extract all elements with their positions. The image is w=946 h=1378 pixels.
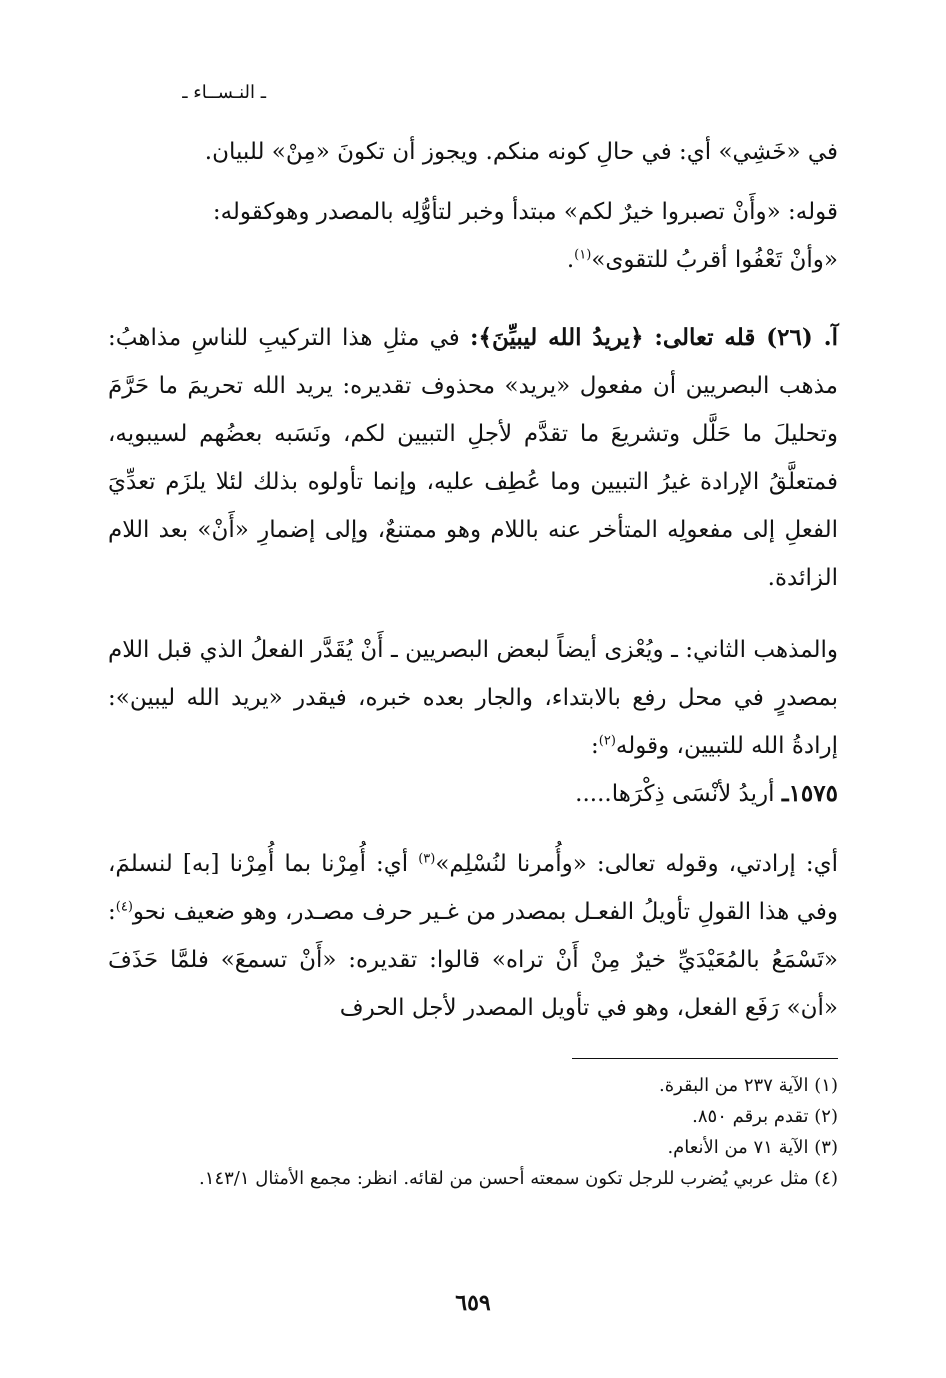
footnote-2: (٢) تقدم برقم ٨٥٠. xyxy=(692,1106,838,1127)
running-header: ـ النـســاء ـ xyxy=(182,82,266,103)
paragraph-3-text xyxy=(108,314,838,602)
paragraph-4-text xyxy=(108,626,838,770)
paragraph-4-body: والمذهب الثاني: ـ ويُعْزى أيضاً لبعض البصريين ـ أَنْ يُقَدَّر الفعلُ الذي قبل اللام بمصدرٍ في محل رفع بالابتداء، والجار بعده خبره، فيقدر «يريد الله ليبين»: إرادةُ الله للتبيين، وقوله xyxy=(108,637,838,759)
footnote-1: (١) الآية ٢٣٧ من البقرة. xyxy=(658,1075,838,1096)
paragraph-2 xyxy=(108,188,838,284)
paragraph-5-part-b: أي: أُمِرْنا بما أُمِرْنا [به] لنسلمَ، وفي هذا القولِ تأويلُ الفعـل بمصدر من غـير حرف مصـدر، وهو ضعيف نحو xyxy=(108,851,838,925)
footnote-divider xyxy=(572,1058,838,1059)
footnote-ref-3: (٣) xyxy=(418,851,436,867)
paragraph-1-text: في «خَشِي» أي: في حالِ كونه منكم. ويجوز أن تكونَ «مِنْ» للبيان. xyxy=(204,139,838,165)
poetry-verse xyxy=(108,770,838,818)
paragraph-5 xyxy=(108,840,838,1032)
quote-text: «وأنْ تَعْفُوا أقربُ للتقوى» xyxy=(591,247,838,273)
paragraph-3 xyxy=(108,314,838,602)
verse-text: أريدُ لأنْسَى ذِكْرَها..... xyxy=(575,781,782,807)
footnote-3: (٣) الآية ٧١ من الأنعام. xyxy=(667,1137,838,1158)
punctuation: : xyxy=(591,733,599,759)
footnote-ref-4: (٤) xyxy=(115,899,133,915)
punctuation: . xyxy=(566,247,575,273)
footnote-ref-1: (١) xyxy=(574,247,592,263)
paragraph-5-part-c: : «تَسْمَعُ بالمُعَيْدَيِّ خيرٌ مِنْ أَنْ تراه» قالوا: تقديره: «أَنْ تسمعَ» فلمَّا حَذَفَ «أن» رَفَع الفعل، وهو في تأويل المصدر لأجل الحرف xyxy=(108,899,838,1021)
verse-number: ١٥٧٥ـ xyxy=(781,780,838,807)
paragraph-1 xyxy=(108,128,838,176)
footnote-ref-2: (٢) xyxy=(598,733,616,749)
page-number: ٦٥٩ xyxy=(455,1290,491,1316)
paragraph-3-body: في مثلِ هذا التركيبِ للناسِ مذاهبُ: مذهب البصريين أن مفعول «يريد» محذوف تقديره: يريد الله تحريمَ ما حَرَّمَ وتحليلَ ما حَلَّل وتشريعَ ما تقدَّم لأجلِ التبيين لكم، ونَسَبه بعضُهم لسيبويه، فمتعلَّقُ الإرادة غيرُ التبيين وما عُطِف عليه، وإنما تأولوه بذلك لئلا يلزَم تعدِّيَ الفعلِ إلى مفعولِه المتأخر عنه باللام وهو ممتنعٌ، وإلى إضمارِ «أَنْ» بعد اللام الزائدة. xyxy=(108,325,838,591)
paragraph-2-line-1: قوله: «وأَنْ تصبروا خيرٌ لكم» مبتدأ وخبر لتأوُّلِه بالمصدر وهوكقوله: xyxy=(212,199,838,225)
footnote-4: (٤) مثل عربي يُضرب للرجل تكون سمعته أحسن من لقائه. انظر: مجمع الأمثال ١٤٣/١. xyxy=(199,1168,838,1189)
paragraph-2-line-2 xyxy=(108,236,838,284)
paragraph-5-part-a: أي: إرادتي، وقوله تعالى: «وأُمرنا لنُسْلِم» xyxy=(435,851,838,877)
verse-heading: آ. (٢٦) قله تعالى: ﴿يريدُ الله ليبيِّنَ﴾: xyxy=(469,324,838,351)
paragraph-4 xyxy=(108,626,838,818)
paragraph-5-text xyxy=(108,840,838,1032)
footnotes xyxy=(108,1070,838,1194)
